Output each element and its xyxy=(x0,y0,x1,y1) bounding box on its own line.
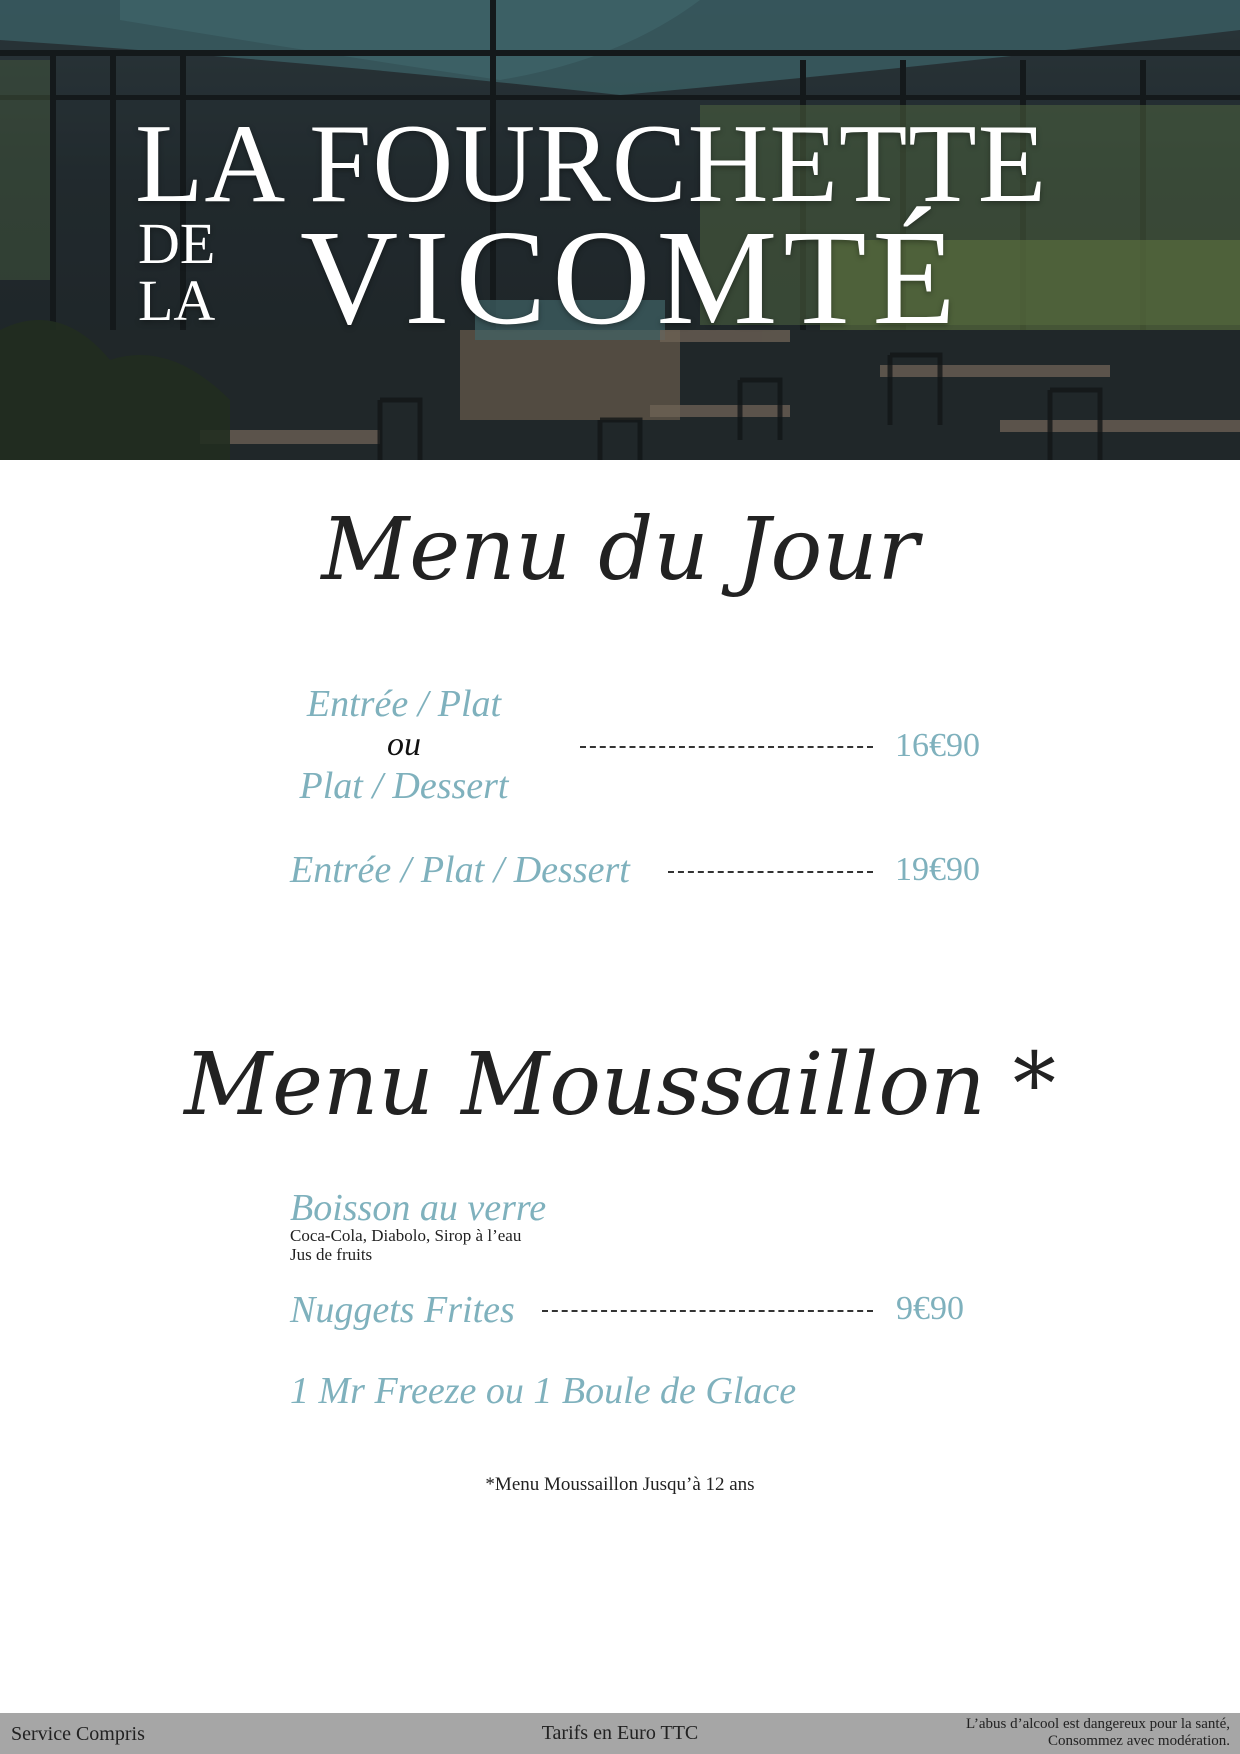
moussaillon-drink-label: Boisson au verre xyxy=(290,1187,547,1229)
moussaillon-drink-detail-2: Jus de fruits xyxy=(290,1245,373,1264)
restaurant-logo xyxy=(0,0,1240,460)
moussaillon-price: 9€90 xyxy=(896,1290,964,1327)
menu-jour-option1-leader xyxy=(580,746,873,748)
moussaillon-main-leader xyxy=(542,1310,873,1312)
moussaillon-dessert-label: 1 Mr Freeze ou 1 Boule de Glace xyxy=(290,1370,797,1412)
logo-line-la-fourchette: LA FOURCHETTE xyxy=(135,102,1048,226)
footer-warning-line1: L’abus d’alcool est dangereux pour la santé, xyxy=(966,1716,1230,1732)
moussaillon-drink-detail-1: Coca-Cola, Diabolo, Sirop à l’eau xyxy=(290,1226,522,1245)
menu-jour-option1-a: Entrée / Plat xyxy=(306,683,502,725)
logo-stack-de: DE xyxy=(138,211,216,276)
logo-stack xyxy=(138,211,216,333)
footer-alcohol-warning xyxy=(966,1716,1230,1750)
menu-du-jour-title: Menu du Jour xyxy=(321,500,919,600)
menu-jour-option1-price: 16€90 xyxy=(895,727,980,764)
moussaillon-main-label: Nuggets Frites xyxy=(290,1289,515,1331)
logo-line-vicomte: VICOMTÉ xyxy=(300,203,962,353)
footer-bar xyxy=(0,1713,1240,1754)
logo-stack-la: LA xyxy=(138,268,216,333)
menu-jour-option2-label: Entrée / Plat / Dessert xyxy=(290,849,630,891)
moussaillon-age-note: *Menu Moussaillon Jusqu’à 12 ans xyxy=(485,1474,755,1495)
menu-jour-option2-leader xyxy=(668,871,873,873)
menu-jour-option2-price: 19€90 xyxy=(895,851,980,888)
footer-service: Service Compris xyxy=(11,1723,145,1745)
footer-warning-line2: Consommez avec modération. xyxy=(1047,1733,1230,1749)
menu-moussaillon-title: Menu Moussaillon * xyxy=(184,1035,1056,1135)
footer-tarifs: Tarifs en Euro TTC xyxy=(541,1722,699,1744)
hero-banner xyxy=(0,0,1240,460)
menu-jour-option1-ou: ou xyxy=(387,726,421,763)
menu-jour-option1-b: Plat / Dessert xyxy=(299,765,509,807)
